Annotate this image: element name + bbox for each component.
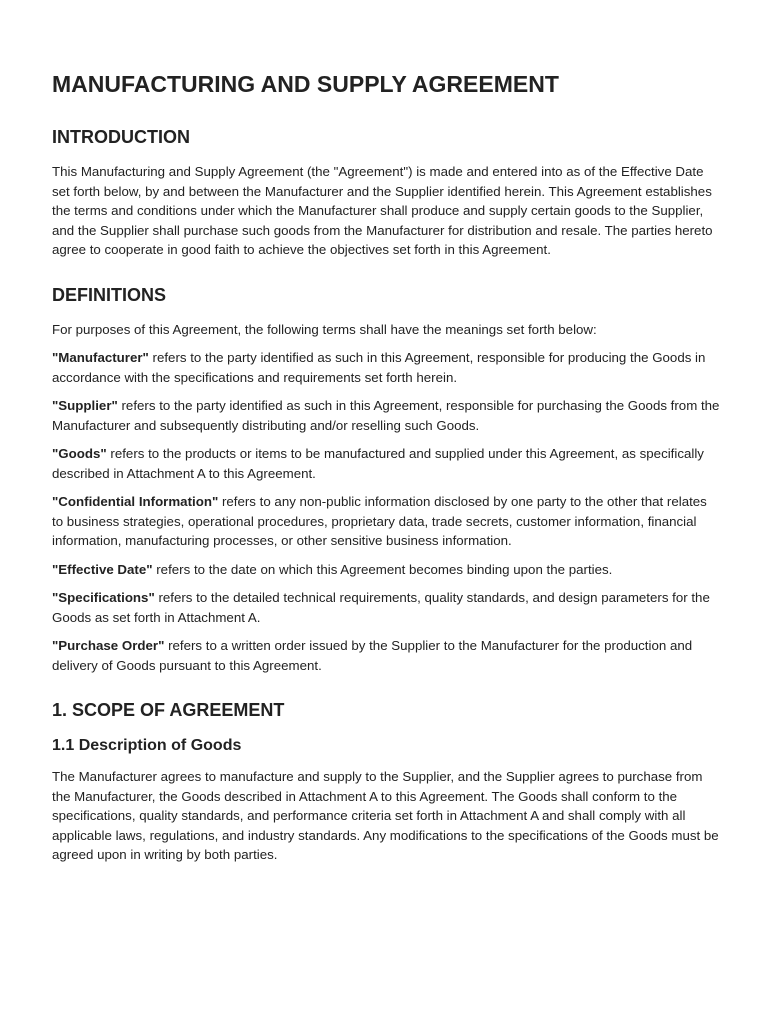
definitions-section: [52, 282, 720, 676]
definition-term: "Purchase Order": [52, 638, 165, 653]
introduction-section: [52, 124, 720, 260]
definitions-heading: DEFINITIONS: [52, 284, 167, 305]
definition-term: "Goods": [52, 446, 107, 461]
definition-term: "Supplier": [52, 398, 118, 413]
definition-term: "Specifications": [52, 590, 155, 605]
definition-term: "Confidential Information": [52, 494, 219, 509]
definition-text: refers to the date on which this Agreement becomes binding upon the parties.: [152, 561, 613, 577]
definition-item: [52, 588, 720, 627]
definition-term: "Effective Date": [52, 561, 153, 577]
document-title: MANUFACTURING AND SUPPLY AGREEMENT: [52, 71, 559, 97]
definition-text: refers to the party identified as such in this Agreement, responsible for purchasing the Goods from the Manufacturer and subsequently distributing and/or reselling such Goods.: [52, 398, 720, 433]
definition-text: refers to the party identified as such in this Agreement, responsible for producing the Goods in accordance with the specifications and requirements set forth herein.: [52, 350, 706, 385]
definition-term: "Manufacturer": [52, 350, 149, 365]
definition-text: refers to a written order issued by the Supplier to the Manufacturer for the production and delivery of Goods pursuant to this Agreement.: [52, 638, 693, 673]
scope-heading: 1. SCOPE OF AGREEMENT: [52, 700, 285, 720]
introduction-heading: INTRODUCTION: [52, 127, 190, 147]
definition-item: [52, 348, 720, 387]
definition-text: refers to the detailed technical requirements, quality standards, and design parameters for the Goods as set forth in Attachment A.: [52, 590, 710, 625]
definition-text: refers to the products or items to be manufactured and supplied under this Agreement, as specifically described in Attachment A to this Agreement.: [52, 446, 704, 481]
definition-text: refers to any non-public information disclosed by one party to the other that relates to business strategies, operational procedures, proprietary data, trade secrets, customer information, financial information, manufacturing processes, or other sensitive business information.: [52, 494, 707, 548]
definition-item: [52, 636, 720, 675]
scope-body: The Manufacturer agrees to manufacture and supply to the Supplier, and the Supplier agrees to purchase from the Manufacturer, the Goods described in Attachment A to this Agreement. The Goods shall conform to the specifications, quality standards, and performance criteria set forth in Attachment A and shall comply with all applicable laws, regulations, and industry standards. Any modifications to the specifications of the Goods must be agreed upon in writing by both parties.: [52, 769, 719, 862]
definition-item: [52, 560, 720, 580]
definitions-intro: For purposes of this Agreement, the following terms shall have the meanings set forth below:: [52, 321, 597, 337]
definition-item: [52, 444, 720, 483]
scope-section: [52, 697, 720, 865]
scope-subheading: 1.1 Description of Goods: [52, 737, 242, 754]
definition-item: [52, 396, 720, 435]
definition-item: [52, 492, 720, 551]
document-page: [52, 68, 720, 887]
introduction-body: This Manufacturing and Supply Agreement (the "Agreement") is made and entered into as of the Effective Date set forth below, by and between the Manufacturer and the Supplier identified herein. This Agreement establishes the terms and conditions under which the Manufacturer shall produce and supply certain goods to the Supplier, and the Supplier shall purchase such goods from the Manufacturer for distribution and resale. The parties hereto agree to cooperate in good faith to achieve the objectives set forth in this Agreement.: [52, 164, 713, 257]
